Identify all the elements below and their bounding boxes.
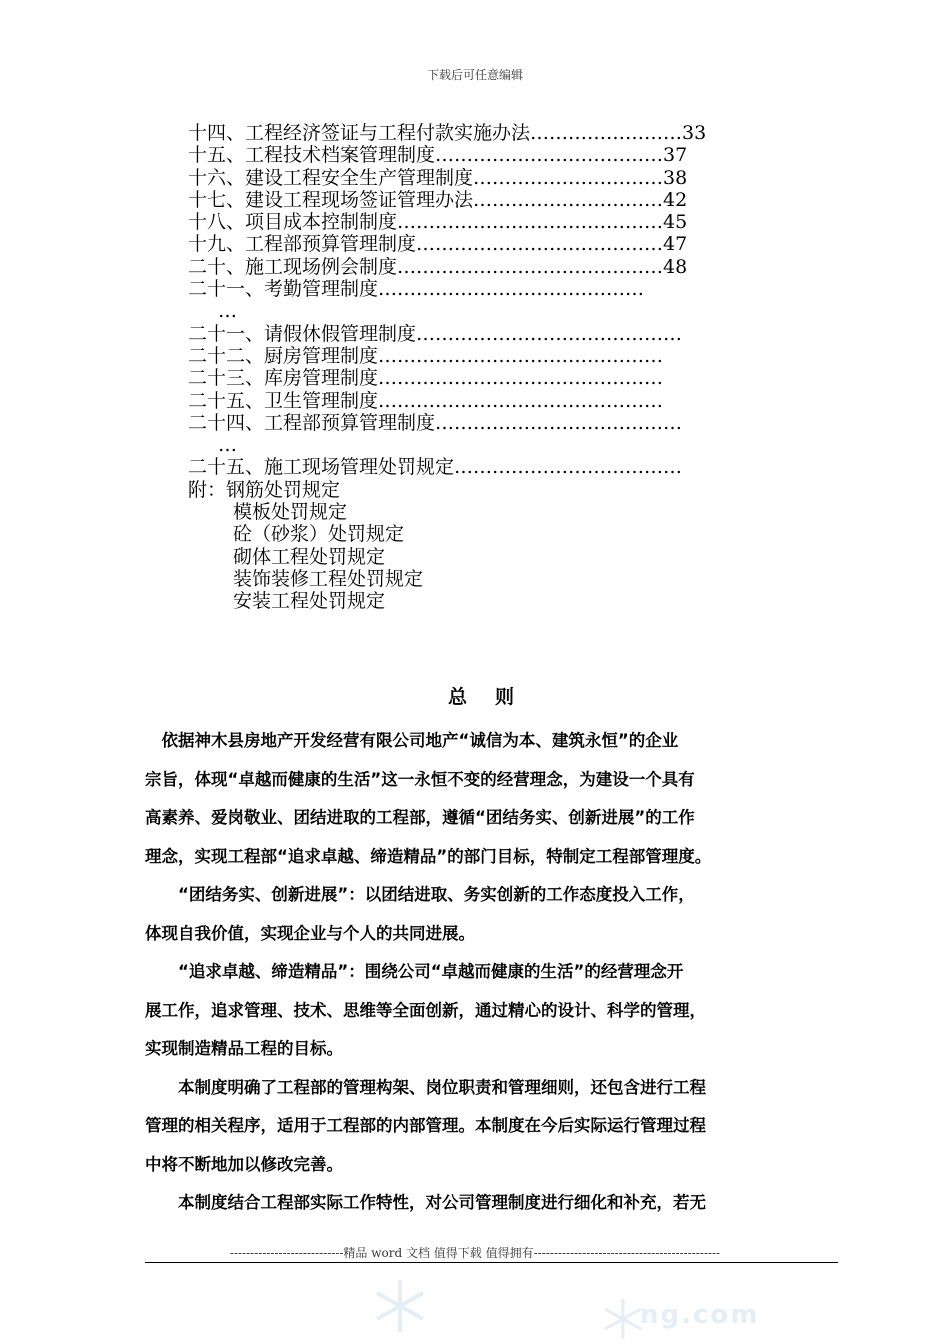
body-line: 管理的相关程序，适用于工程部的内部管理。本制度在今后实际运行管理过程 [145, 1116, 706, 1135]
toc-item: 二十二、厨房管理制度……………………………………… [188, 344, 664, 367]
toc-appendix-item: 安装工程处罚规定 [233, 590, 386, 613]
header-note: 下载后可任意编辑 [426, 68, 523, 82]
body-line: 依据神木县房地产开发经营有限公司地产“诚信为本、建筑永恒”的企业 [145, 731, 679, 750]
body-line: 实现制造精品工程的目标。 [145, 1039, 343, 1058]
body-line: 本制度结合工程部实际工作特性，对公司管理制度进行细化和补充，若无 [145, 1193, 706, 1212]
body-line: 本制度明确了工程部的管理构架、岗位职责和管理细则，还包含进行工程 [145, 1077, 706, 1097]
body-paragraphs [145, 722, 810, 1223]
toc-item: 十五、工程技术档案管理制度………………………………37 [188, 144, 688, 167]
toc-appendix-item: 砼（砂浆）处罚规定 [233, 523, 405, 546]
toc-item: 二十一、请假休假管理制度…………………………………… [188, 322, 683, 345]
toc-item: 二十三、库房管理制度……………………………………… [188, 367, 664, 390]
footer-text: ----------------------------精品 word 文档 值得下载 值得拥有---------------------------------------------- [229, 1246, 721, 1260]
body-line: “追求卓越、缔造精品”：围绕公司“卓越而健康的生活”的经营理念开 [145, 962, 684, 981]
body-line: 体现自我价值，实现企业与个人的共同进展。 [145, 923, 475, 943]
toc-item-continuation: … [218, 300, 237, 323]
watermark-text: ng.com [640, 1300, 760, 1330]
table-of-contents [188, 122, 828, 613]
toc-item: 十四、工程经济签证与工程付款实施办法……………………33 [188, 122, 707, 144]
body-line: 高素养、爱岗敬业、团结进取的工程部，遵循“团结务实、创新进展”的工作 [145, 808, 695, 827]
toc-item-continuation: … [218, 434, 237, 457]
toc-appendix-item: 装饰装修工程处罚规定 [233, 567, 424, 590]
toc-appendix-item: 模板处罚规定 [233, 501, 348, 524]
body-line: 宗旨，体现“卓越而健康的生活”这一永恒不变的经营理念，为建设一个具有 [145, 769, 695, 789]
section-title: 总则 [447, 686, 542, 708]
body-line: “团结务实、创新进展”：以团结进取、务实创新的工作态度投入工作， [145, 885, 695, 904]
toc-item: 十七、建设工程现场签证管理办法…………………………42 [188, 188, 688, 211]
toc-appendix-item: 砌体工程处罚规定 [233, 545, 386, 568]
body-line: 中将不断地加以修改完善。 [145, 1154, 343, 1174]
body-line: 理念，实现工程部“追求卓越、缔造精品”的部门目标，特制定工程部管理度。 [145, 846, 712, 866]
toc-item: 二十一、考勤管理制度…………………………………… [188, 278, 645, 301]
toc-item: 二十五、卫生管理制度……………………………………… [188, 389, 664, 412]
footer-divider [145, 1262, 838, 1263]
snowflake-watermark-icon [370, 1276, 430, 1336]
toc-appendix-heading: 附：钢筋处罚规定 [188, 478, 341, 501]
toc-item: 十八、项目成本控制制度……………………………………45 [188, 211, 688, 234]
toc-item: 二十五、施工现场管理处罚规定……………………………… [188, 456, 683, 479]
toc-item: 十九、工程部预算管理制度…………………………………47 [188, 233, 688, 256]
toc-item: 二十、施工现场例会制度……………………………………48 [188, 255, 688, 278]
toc-item: 十六、建设工程安全生产管理制度…………………………38 [188, 166, 688, 189]
toc-item: 二十四、工程部预算管理制度………………………………… [188, 411, 683, 434]
body-line: 展工作，追求管理、技术、思维等全面创新，通过精心的设计、科学的管理， [145, 1000, 706, 1020]
